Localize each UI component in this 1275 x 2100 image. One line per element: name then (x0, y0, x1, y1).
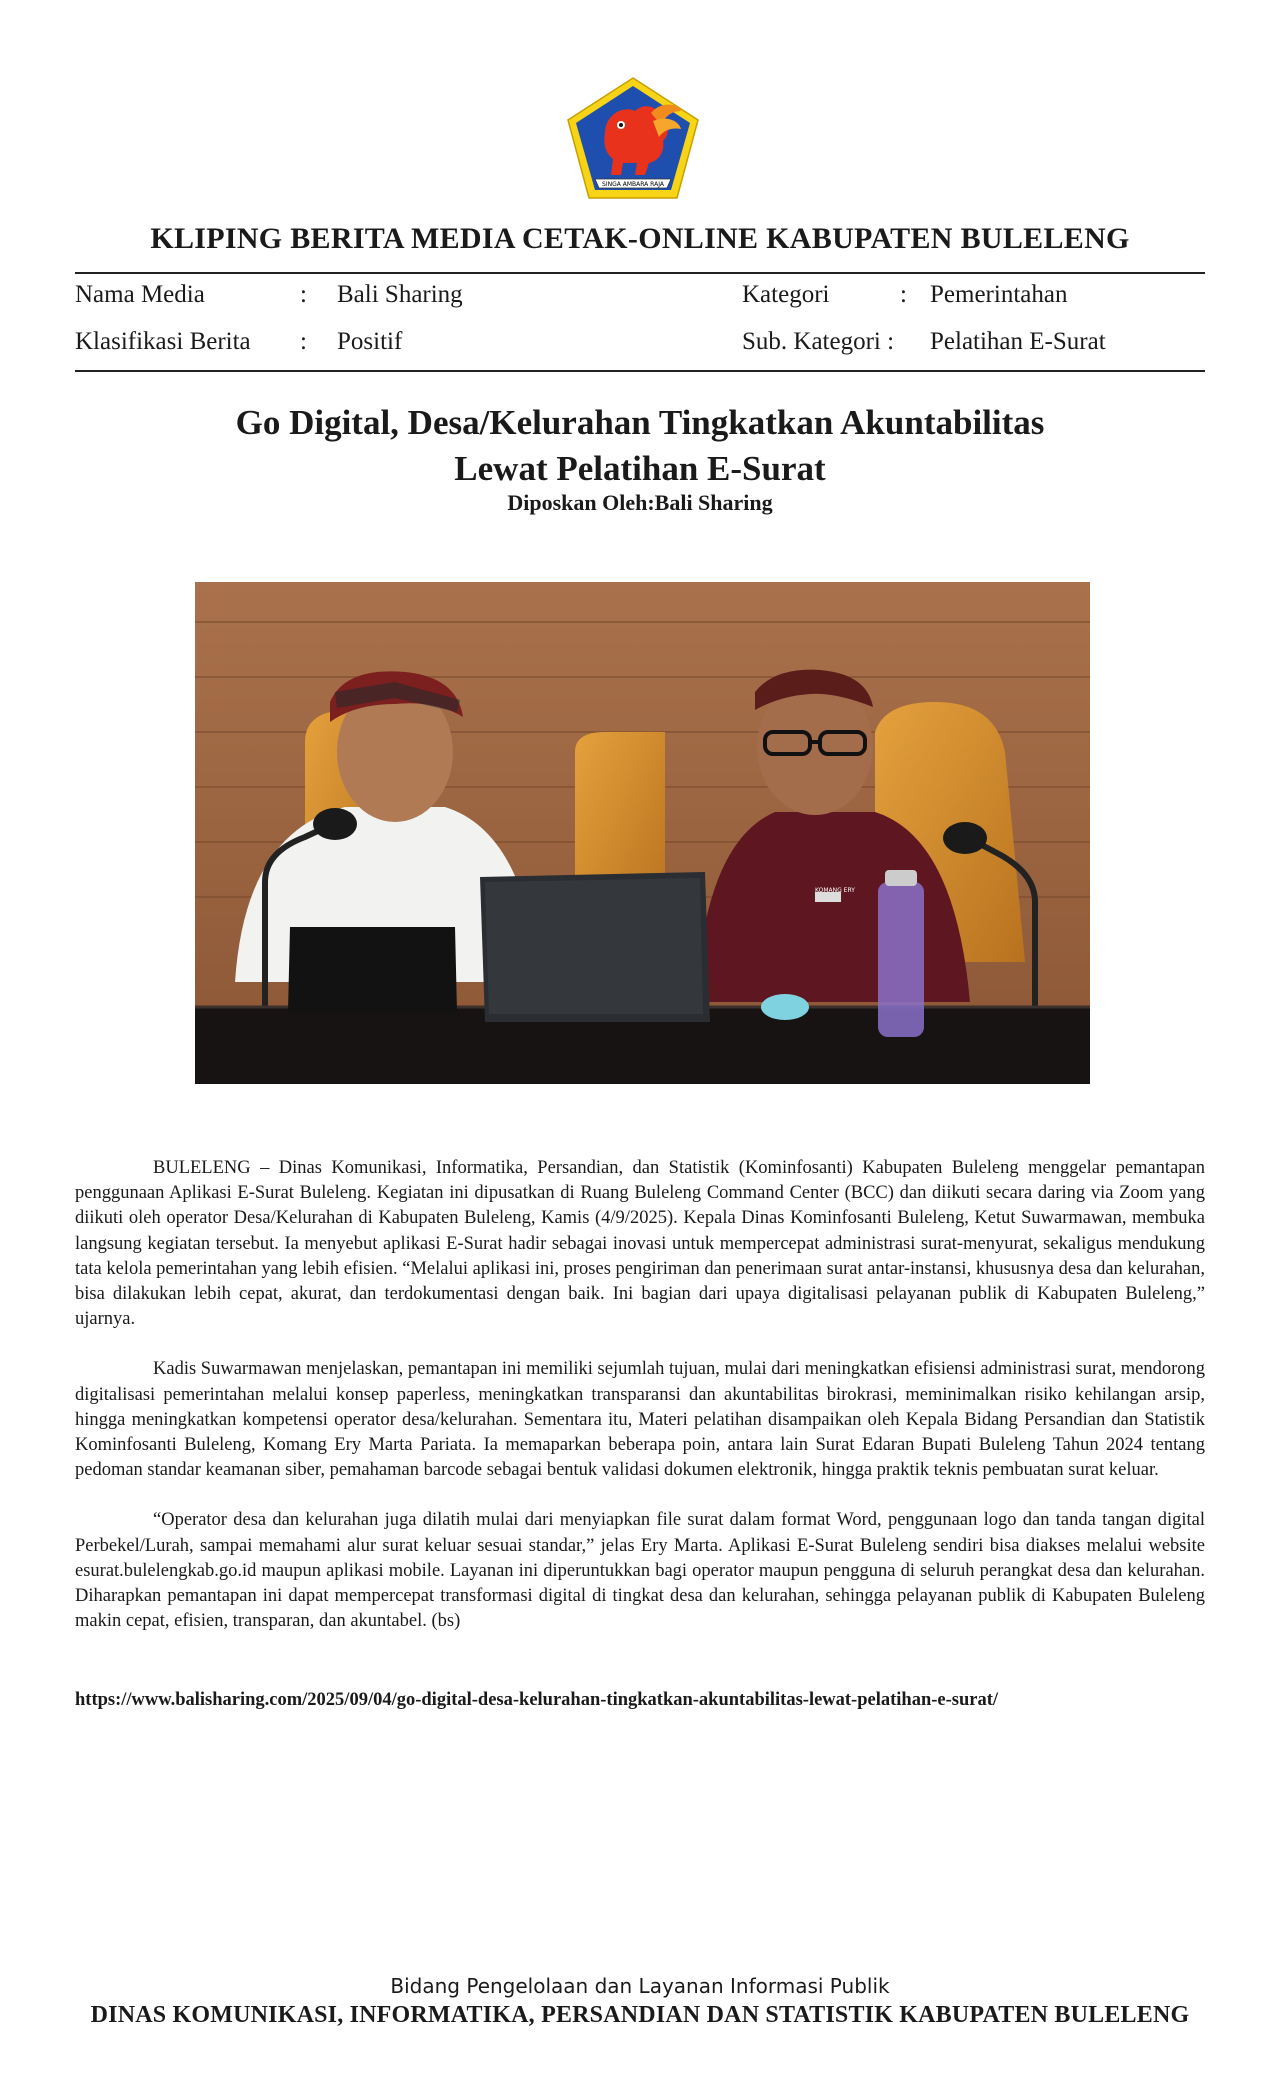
article-body (75, 1156, 1205, 1659)
footer-department: Bidang Pengelolaan dan Layanan Informasi Publik (390, 1974, 890, 1998)
article-byline: Diposkan Oleh:Bali Sharing (507, 490, 773, 515)
kategori-colon: : (900, 281, 907, 308)
media-value: Bali Sharing (337, 281, 463, 308)
subkategori-label: Sub. Kategori : (742, 328, 895, 355)
klasifikasi-colon: : (300, 328, 307, 355)
media-label: Nama Media (75, 281, 205, 308)
top-divider (75, 272, 1205, 274)
article-photo (195, 582, 1090, 1084)
article-paragraph-2: Kadis Suwarmawan menjelaskan, pemantapan ini memiliki sejumlah tujuan, mulai dari meningkatkan efisiensi administrasi surat, mendorong digitalisasi pemerintahan melalui konsep paperless, meningkatkan transparansi dan akuntabilitas birokrasi, meminimalkan risiko kehilangan arsip, hingga meningkatkan kompetensi operator desa/kelurahan. Sementara itu, Materi pelatihan disampaikan oleh Kepala Bidang Persandian dan Statistik Kominfosanti Buleleng, Komang Ery Marta Pariata. Ia memaparkan beberapa poin, antara lain Surat Edaran Bupati Buleleng Tahun 2024 tentang pedoman standar keamanan siber, pemahaman barcode sebagai bentuk validasi dokumen elektronik, hingga praktik teknis pembuatan surat keluar. (75, 1359, 1205, 1481)
subkategori-value: Pelatihan E-Surat (930, 328, 1106, 355)
buleleng-emblem-logo (565, 75, 701, 201)
article-headline (75, 400, 1205, 492)
headline-line-1: Go Digital, Desa/Kelurahan Tingkatkan Akuntabilitas (235, 403, 1045, 442)
klasifikasi-label: Klasifikasi Berita (75, 328, 251, 355)
article-paragraph-1: BULELENG – Dinas Komunikasi, Informatika, Persandian, dan Statistik (Kominfosanti) Kabupaten Buleleng menggelar pemantapan penggunaan Aplikasi E-Surat Buleleng. Kegiatan ini dipusatkan di Ruang Buleleng Command Center (BCC) dan diikuti secara daring via Zoom yang diikuti oleh operator Desa/Kelurahan di Kabupaten Buleleng, Kamis (4/9/2025). Kepala Dinas Kominfosanti Buleleng, Ketut Suwarmawan, membuka langsung kegiatan tersebut. Ia menyebut aplikasi E-Surat hadir sebagai inovasi untuk mempercepat administrasi surat-menyurat, sekaligus mendukung tata kelola pemerintahan yang lebih efisien. “Melalui aplikasi ini, proses pengiriman dan penerimaan surat antar-instansi, khususnya desa dan kelurahan, bisa dilakukan lebih cepat, akurat, dan terdokumentasi dengan baik. Ini bagian dari upaya digitalisasi pelayanan publik di Kabupaten Buleleng,” ujarnya. (75, 1158, 1205, 1330)
klasifikasi-value: Positif (337, 328, 403, 355)
article-paragraph-3: “Operator desa dan kelurahan juga dilatih mulai dari menyiapkan file surat dalam format Word, penggunaan logo dan tanda tangan digital Perbekel/Lurah, sampai memahami alur surat keluar sesuai standar,” jelas Ery Marta. Aplikasi E-Surat Buleleng sendiri bisa diakses melalui website esurat.bulelengkab.go.id maupun aplikasi mobile. Layanan ini diperuntukkan bagi operator maupun pengguna di seluruh perangkat desa dan kelurahan. Diharapkan pemantapan ini dapat mempercepat transformasi digital di tingkat desa dan kelurahan, sehingga pelayanan publik di Kabupaten Buleleng makin cepat, efisien, transparan, dan akuntabel. (bs) (75, 1510, 1205, 1632)
bottom-divider (75, 370, 1205, 372)
photo-nametag: KOMANG ERY (815, 887, 855, 894)
logo-motto: SINGA AMBARA RAJA (602, 181, 664, 188)
source-url: https://www.balisharing.com/2025/09/04/go-digital-desa-kelurahan-tingkatkan-akuntabilitas-lewat-pelatihan-e-surat/ (75, 1690, 999, 1710)
footer-agency: DINAS KOMUNIKASI, INFORMATIKA, PERSANDIAN DAN STATISTIK KABUPATEN BULELENG (90, 2002, 1190, 2028)
media-colon: : (300, 281, 307, 308)
clipping-title: KLIPING BERITA MEDIA CETAK-ONLINE KABUPATEN BULELENG (150, 222, 1130, 255)
kategori-value: Pemerintahan (930, 281, 1068, 308)
headline-line-2: Lewat Pelatihan E-Surat (454, 449, 826, 488)
kategori-label: Kategori (742, 281, 830, 308)
